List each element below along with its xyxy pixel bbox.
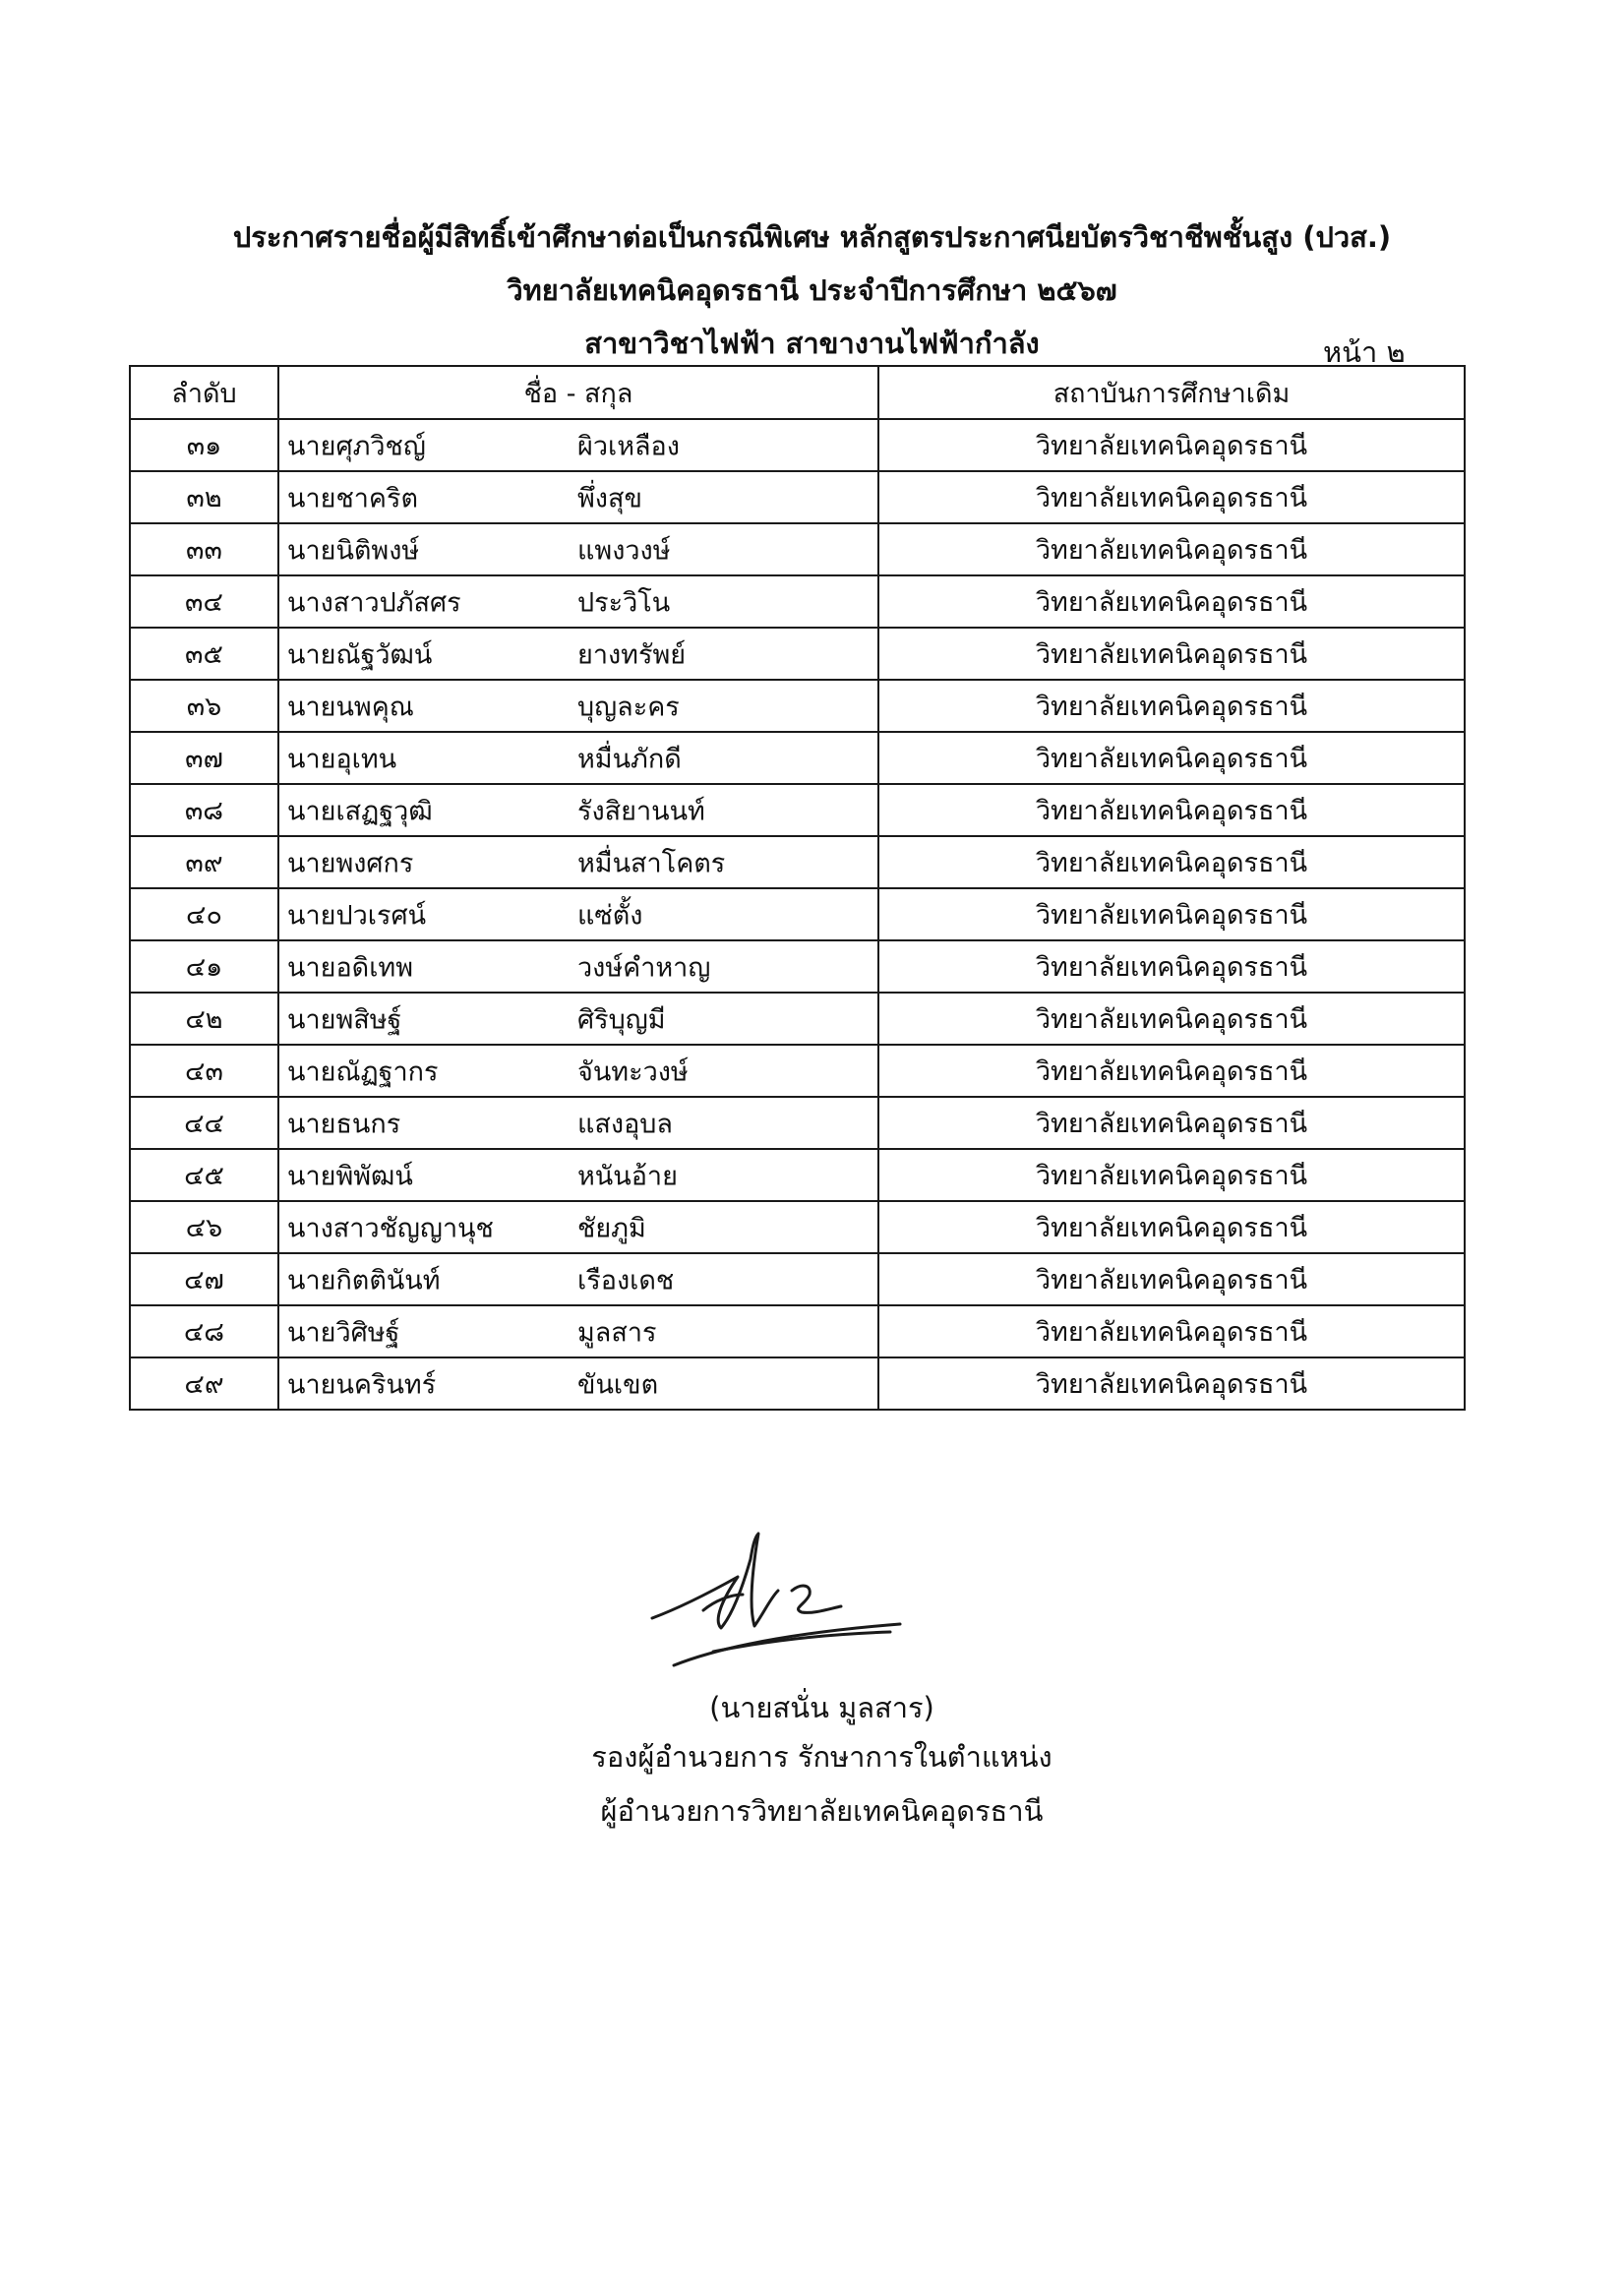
last-name: ยางทรัพย์: [577, 639, 687, 670]
row-previous-school: วิทยาลัยเทคนิคอุดรธานี: [878, 680, 1465, 732]
row-order-number: ๔๑: [130, 940, 278, 993]
row-previous-school: วิทยาลัยเทคนิคอุดรธานี: [878, 419, 1465, 471]
first-name: นายนครินทร์: [287, 1369, 437, 1400]
last-name: วงษ์คำหาญ: [577, 952, 711, 983]
signatory-position-line2: ผู้อำนวยการวิทยาลัยเทคนิคอุดรธานี: [600, 1794, 1044, 1828]
row-full-name: [278, 836, 878, 888]
first-name: นายอดิเทพ: [287, 952, 414, 983]
table-row: [130, 471, 1465, 523]
row-previous-school: วิทยาลัยเทคนิคอุดรธานี: [878, 1149, 1465, 1201]
table-row: [130, 1305, 1465, 1357]
row-order-number: ๓๕: [130, 628, 278, 680]
last-name: แพงวงษ์: [577, 535, 671, 566]
first-name: นายศุภวิชญ์: [287, 431, 426, 461]
row-order-number: ๔๘: [130, 1305, 278, 1357]
first-name: นายพิพัฒน์: [287, 1161, 413, 1191]
last-name: รังสิยานนท์: [577, 796, 705, 826]
first-name: นายพงศกร: [287, 848, 414, 878]
last-name: เรืองเดช: [577, 1265, 675, 1296]
row-order-number: ๔๙: [130, 1357, 278, 1410]
row-full-name: [278, 523, 878, 575]
table-row: [130, 1149, 1465, 1201]
row-previous-school: วิทยาลัยเทคนิคอุดรธานี: [878, 523, 1465, 575]
document-subtitle: วิทยาลัยเทคนิคอุดรธานี ประจำปีการศึกษา ๒๕๖๗: [507, 273, 1117, 307]
table-row: [130, 940, 1465, 993]
row-full-name: [278, 1201, 878, 1253]
department-heading: สาขาวิชาไฟฟ้า สาขางานไฟฟ้ากำลัง: [584, 327, 1040, 360]
first-name: นางสาวชัญญานุช: [287, 1213, 494, 1243]
row-order-number: ๔๓: [130, 1045, 278, 1097]
row-order-number: ๔๒: [130, 993, 278, 1045]
last-name: หนันอ้าย: [577, 1161, 678, 1191]
signatory-name: (นายสนั่น มูลสาร): [709, 1691, 934, 1724]
table-row: [130, 419, 1465, 471]
row-order-number: ๓๖: [130, 680, 278, 732]
signature-image: [644, 1530, 920, 1677]
row-full-name: [278, 628, 878, 680]
row-order-number: ๔๐: [130, 888, 278, 940]
row-previous-school: วิทยาลัยเทคนิคอุดรธานี: [878, 1253, 1465, 1305]
last-name: หมื่นสาโคตร: [577, 848, 726, 878]
column-header-name: ชื่อ - สกุล: [278, 366, 878, 419]
table-row: [130, 836, 1465, 888]
row-full-name: [278, 1045, 878, 1097]
row-previous-school: วิทยาลัยเทคนิคอุดรธานี: [878, 471, 1465, 523]
first-name: นายนิติพงษ์: [287, 535, 420, 566]
row-previous-school: วิทยาลัยเทคนิคอุดรธานี: [878, 732, 1465, 784]
first-name: นางสาวปภัสศร: [287, 587, 461, 618]
row-full-name: [278, 940, 878, 993]
last-name: ชัยภูมิ: [577, 1213, 646, 1243]
row-previous-school: วิทยาลัยเทคนิคอุดรธานี: [878, 888, 1465, 940]
row-full-name: [278, 471, 878, 523]
row-full-name: [278, 784, 878, 836]
table-row: [130, 575, 1465, 628]
row-full-name: [278, 732, 878, 784]
table-row: [130, 523, 1465, 575]
row-order-number: ๔๕: [130, 1149, 278, 1201]
last-name: หมื่นภักดี: [577, 744, 682, 774]
row-previous-school: วิทยาลัยเทคนิคอุดรธานี: [878, 940, 1465, 993]
row-full-name: [278, 993, 878, 1045]
first-name: นายกิตตินันท์: [287, 1265, 441, 1296]
row-order-number: ๓๙: [130, 836, 278, 888]
row-full-name: [278, 575, 878, 628]
table-row: [130, 1097, 1465, 1149]
table-row: [130, 993, 1465, 1045]
first-name: นายณัฐวัฒน์: [287, 639, 433, 670]
row-previous-school: วิทยาลัยเทคนิคอุดรธานี: [878, 1045, 1465, 1097]
last-name: บุญละคร: [577, 692, 680, 722]
row-previous-school: วิทยาลัยเทคนิคอุดรธานี: [878, 1201, 1465, 1253]
first-name: นายนพคุณ: [287, 692, 414, 722]
last-name: พึ่งสุข: [577, 483, 642, 513]
table-row: [130, 1357, 1465, 1410]
table-row: [130, 1201, 1465, 1253]
row-previous-school: วิทยาลัยเทคนิคอุดรธานี: [878, 628, 1465, 680]
document-title: ประกาศรายชื่อผู้มีสิทธิ์เข้าศึกษาต่อเป็นกรณีพิเศษ หลักสูตรประกาศนียบัตรวิชาชีพชั้นสูง (ปวส.): [232, 220, 1392, 254]
row-full-name: [278, 1253, 878, 1305]
row-order-number: ๓๔: [130, 575, 278, 628]
row-full-name: [278, 419, 878, 471]
row-previous-school: วิทยาลัยเทคนิคอุดรธานี: [878, 836, 1465, 888]
column-header-order: ลำดับ: [130, 366, 278, 419]
last-name: แซ่ตั้ง: [577, 900, 643, 931]
table-row: [130, 888, 1465, 940]
row-full-name: [278, 888, 878, 940]
row-order-number: ๓๑: [130, 419, 278, 471]
last-name: ผิวเหลือง: [577, 431, 680, 461]
last-name: ประวิโน: [577, 587, 671, 618]
table-header-row: [130, 366, 1465, 419]
row-full-name: [278, 1097, 878, 1149]
row-order-number: ๓๒: [130, 471, 278, 523]
first-name: นายเสฏฐวุฒิ: [287, 796, 433, 826]
row-order-number: ๔๔: [130, 1097, 278, 1149]
last-name: จันทะวงษ์: [577, 1056, 689, 1087]
row-previous-school: วิทยาลัยเทคนิคอุดรธานี: [878, 1357, 1465, 1410]
table-row: [130, 680, 1465, 732]
table-body: [130, 419, 1465, 1410]
row-previous-school: วิทยาลัยเทคนิคอุดรธานี: [878, 1097, 1465, 1149]
last-name: แสงอุบล: [577, 1109, 673, 1139]
column-header-school: สถาบันการศึกษาเดิม: [878, 366, 1465, 419]
row-full-name: [278, 1149, 878, 1201]
row-previous-school: วิทยาลัยเทคนิคอุดรธานี: [878, 993, 1465, 1045]
first-name: นายวิศิษฐ์: [287, 1317, 400, 1348]
row-full-name: [278, 1357, 878, 1410]
last-name: มูลสาร: [577, 1317, 657, 1348]
first-name: นายพสิษฐ์: [287, 1004, 402, 1035]
row-order-number: ๓๗: [130, 732, 278, 784]
row-full-name: [278, 680, 878, 732]
first-name: นายธนกร: [287, 1109, 401, 1139]
row-order-number: ๓๘: [130, 784, 278, 836]
first-name: นายอุเทน: [287, 744, 397, 774]
row-previous-school: วิทยาลัยเทคนิคอุดรธานี: [878, 784, 1465, 836]
row-full-name: [278, 1305, 878, 1357]
table-row: [130, 1253, 1465, 1305]
row-previous-school: วิทยาลัยเทคนิคอุดรธานี: [878, 575, 1465, 628]
table-row: [130, 732, 1465, 784]
row-order-number: ๔๖: [130, 1201, 278, 1253]
table-row: [130, 628, 1465, 680]
last-name: ขันเขต: [577, 1369, 659, 1400]
first-name: นายณัฏฐากร: [287, 1056, 439, 1087]
signatory-position-line1: รองผู้อำนวยการ รักษาการในตำแหน่ง: [591, 1740, 1053, 1774]
first-name: นายชาคริต: [287, 483, 419, 513]
row-order-number: ๓๓: [130, 523, 278, 575]
first-name: นายปวเรศน์: [287, 900, 427, 931]
row-order-number: ๔๗: [130, 1253, 278, 1305]
table-row: [130, 784, 1465, 836]
page-number: หน้า ๒: [1323, 335, 1406, 369]
last-name: ศิริบุญมี: [577, 1004, 666, 1035]
student-roster-table: [129, 365, 1466, 1411]
table-row: [130, 1045, 1465, 1097]
row-previous-school: วิทยาลัยเทคนิคอุดรธานี: [878, 1305, 1465, 1357]
